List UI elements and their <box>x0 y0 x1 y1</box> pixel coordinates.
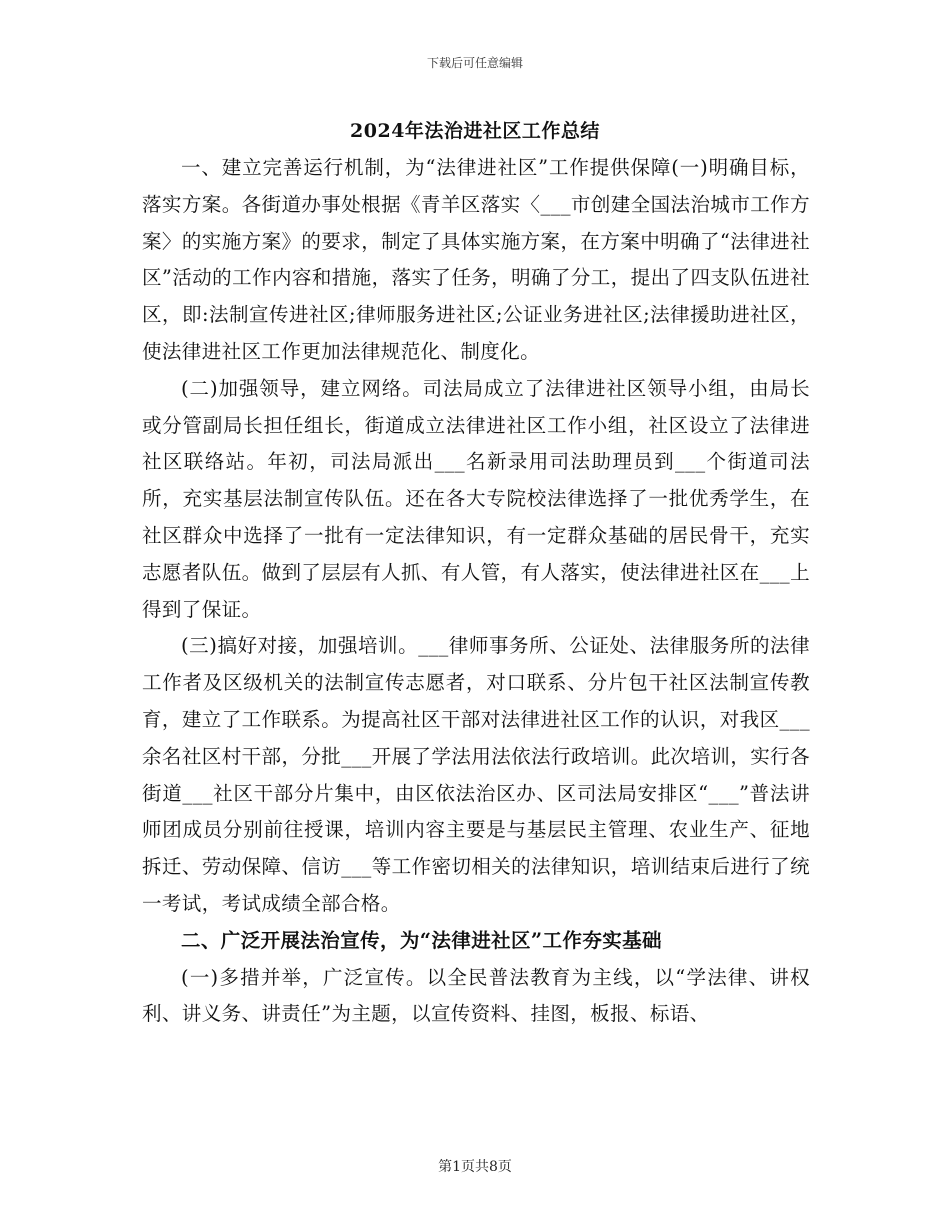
paragraph-section1-part1: 一、建立完善运行机制，为“法律进社区”工作提供保障(一)明确目标，落实方案。各街道办事处根据《青羊区落实〈___市创建全国法治城市工作方案〉的实施方案》的要求，制定了具体实施方案，在方案中明确了“法律进社区”活动的工作内容和措施，落实了任务，明确了分工，提出了四支队伍进社区，即:法制宣传进社区;律师服务进社区;公证业务进社区;法律援助进社区，使法律进社区工作更加法律规范化、制度化。 <box>142 156 810 363</box>
paragraph-section1-part3: (三)搞好对接，加强培训。___律师事务所、公证处、法律服务所的法律工作者及区级机关的法制宣传志愿者，对口联系、分片包干社区法制宣传教育，建立了工作联系。为提高社区干部对法律进社区工作的认识，对我区___余名社区村干部，分批___开展了学法用法依法行政培训。此次培训，实行各街道___社区干部分片集中，由区依法治区办、区司法局安排区“___”普法讲师团成员分别前往授课，培训内容主要是与基层民主管理、农业生产、征地拆迁、劳动保障、信访___等工作密切相关的法律知识，培训结束后进行了统一考试，考试成绩全部合格。 <box>142 634 810 915</box>
page-number-footer: 第1页共8页 <box>438 1159 512 1175</box>
document-title: 2024年法治进社区工作总结 <box>350 120 600 142</box>
section2-heading: 二、广泛开展法治宣传，为“法律进社区”工作夯实基础 <box>181 928 662 952</box>
document-body <box>142 150 810 1033</box>
paragraph-section1-part2: (二)加强领导，建立网络。司法局成立了法律进社区领导小组，由局长或分管副局长担任组长，街道成立法律进社区工作小组，社区设立了法律进社区联络站。年初，司法局派出___名新录用司法助理员到___个街道司法所，充实基层法制宣传队伍。还在各大专院校法律选择了一批优秀学生，在社区群众中选择了一批有一定法律知识，有一定群众基础的居民骨干，充实志愿者队伍。做到了层层有人抓、有人管，有人落实，使法律进社区在___上得到了保证。 <box>142 376 810 621</box>
page-header-note: 下载后可任意编辑 <box>426 56 523 70</box>
paragraph-section2-part1: (一)多措并举，广泛宣传。以全民普法教育为主线，以“学法律、讲权利、讲义务、讲责任”为主题，以宣传资料、挂图，板报、标语、 <box>142 965 810 1026</box>
